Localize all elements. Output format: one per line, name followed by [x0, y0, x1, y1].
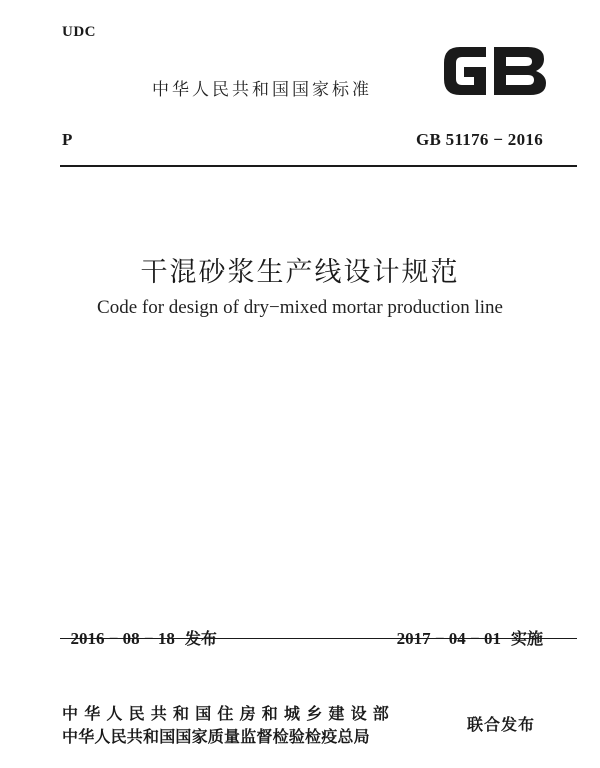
category-code: P — [62, 130, 73, 149]
implementation-date-line — [388, 606, 543, 649]
publisher-aqsiq: 中华人民共和国国家质量监督检验检疫总局 — [62, 727, 370, 746]
implementation-label: 实施 — [510, 629, 543, 648]
title-english: Code for design of dry−mixed mortar production line — [97, 297, 503, 318]
title-chinese: 干混砂浆生产线设计规范 — [140, 257, 460, 288]
top-divider — [60, 165, 577, 167]
publisher-ministry-housing: 中华人民共和国住房和城乡建设部 — [62, 704, 396, 723]
issue-label: 发布 — [184, 629, 217, 648]
standard-type: 中华人民共和国国家标准 — [152, 80, 372, 100]
gb-logo-icon — [440, 43, 548, 99]
issue-date-line — [62, 606, 217, 649]
joint-issue-label: 联合发布 — [467, 715, 536, 734]
implementation-date: 2017 − 04 − 01 — [396, 629, 501, 648]
bottom-divider — [60, 638, 577, 639]
udc-label: UDC — [62, 24, 96, 40]
issue-date: 2016 − 08 − 18 — [70, 629, 175, 648]
standard-number: GB 51176 − 2016 — [415, 130, 543, 149]
